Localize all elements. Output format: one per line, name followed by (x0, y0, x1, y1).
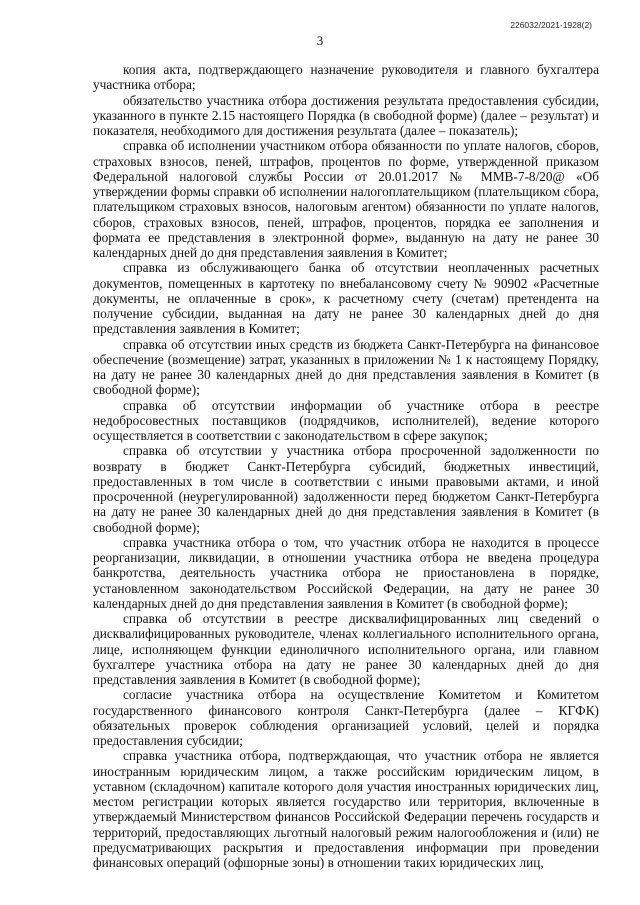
paragraph-not-foreign-entity: справка участника отбора, подтверждающая, что участник отбора не является иностранным юридическим лицом, а также российским юридическим лицом, в уставном (складочном) капитале которого доля участия иностранных юридических лиц, местом регистрации которых является государство или территория, включенные в утверждаемый Министерством финансов Российской Федерации перечень государств и территорий, предоставляющих льготный налоговый режим налогообложения и (или) не предусматривающих раскрытия и предоставления информации при проведении финансовых операций (офшорные зоны) в отношении таких юридических лиц, (93, 748, 599, 870)
paragraph-disqualified-persons: справка об отсутствии в реестре дисквалифицированных лиц сведений о дисквалифицированных руководителе, членах коллегиального исполнительного органа, лице, исполняющем функции единоличного исполнительного органа, или главном бухгалтере участника отбора на дату не ранее 30 календарных дней до дня представления заявления в Комитет (в свободной форме); (93, 611, 599, 687)
paragraph-unfair-suppliers-register: справка об отсутствии информации об участнике отбора в реестре недобросовестных поставщиков (подрядчиков, исполнителей), ведение которого осуществляется в соответствии с законодательством в сфере закупок; (93, 397, 599, 443)
paragraph-consent-to-inspections: согласие участника отбора на осуществление Комитетом и Комитетом государственного финансового контроля Санкт-Петербурга (далее – КГФК) обязательных проверок соблюдения организацией условий, целей и порядка предоставления субсидии; (93, 687, 599, 748)
paragraph-appointment-act-copy: копия акта, подтверждающего назначение руководителя и главного бухгалтера участника отбора; (93, 62, 599, 93)
paragraph-no-reorganization: справка участника отбора о том, что участник отбора не находится в процессе реорганизации, ликвидации, в отношении участника отбора не введена процедура банкротства, деятельность участника отбора не приостановлена в порядке, установленном законодательством Российской Федерации, на дату не ранее 30 календарных дней до дня представления заявления в Комитет (в свободной форме); (93, 534, 599, 611)
paragraph-tax-certificate: справка об исполнении участником отбора обязанности по уплате налогов, сборов, страховых взносов, пеней, штрафов, процентов по форме, утвержденной приказом Федеральной налоговой службы России от 20.01.2017 № ММВ-7-8/20@ «Об утверждении формы справки об исполнении налогоплательщиком (плательщиком сбора, плательщиком страховых взносов, налоговым агентом) обязанности по уплате налогов, сборов, страховых взносов, пеней, штрафов, процентов, порядка ее заполнения и формата ее представления в электронной форме», выданную на дату не ранее 30 календарных дней до дня представления заявления в Комитет; (93, 138, 599, 260)
document-id-stamp: 226032/2021-1928(2) (510, 20, 592, 30)
paragraph-bank-certificate: справка из обслуживающего банка об отсутствии неоплаченных расчетных документов, помещенных в картотеку по внебалансовому счету № 90902 «Расчетные документы, не оплаченные в срок», к расчетному счету (счетам) претендента на получение субсидии, выданная на дату не ранее 30 календарных дней до дня представления заявления в Комитет; (93, 260, 599, 337)
paragraph-overdue-debt: справка об отсутствии у участника отбора просроченной задолженности по возврату в бюджет Санкт-Петербурга субсидий, бюджетных инвестиций, предоставленных в том числе в соответствии с иными правовыми актами, и иной просроченной (неурегулированной) задолженности перед бюджетом Санкт-Петербурга на дату не ранее 30 календарных дней до дня представления заявления в Комитет (в свободной форме); (93, 443, 599, 535)
paragraph-result-obligation: обязательство участника отбора достижения результата предоставления субсидии, указанного в пункте 2.15 настоящего Порядка (в свободной форме) (далее – результат) и показателя, необходимого для достижения результата (далее – показатель); (93, 92, 599, 138)
document-body (93, 62, 599, 870)
page-number: 3 (316, 33, 324, 48)
paragraph-no-other-funds: справка об отсутствии иных средств из бюджета Санкт-Петербурга на финансовое обеспечение (возмещение) затрат, указанных в приложении № 1 к настоящему Порядку, на дату не ранее 30 календарных дней до дня представления заявления в Комитет (в свободной форме); (93, 336, 599, 398)
